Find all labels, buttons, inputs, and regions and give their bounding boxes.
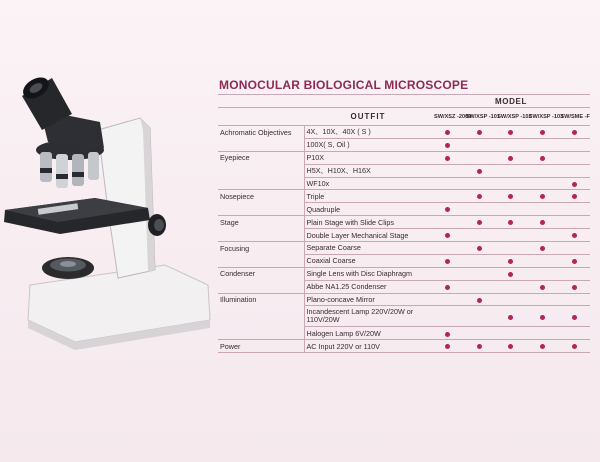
model-cell — [464, 177, 496, 190]
included-dot-icon — [540, 315, 545, 320]
microscope-photo — [0, 70, 212, 350]
included-dot-icon — [540, 344, 545, 349]
model-cell — [558, 203, 590, 216]
category-label: Focusing — [220, 243, 250, 253]
spec-row — [218, 242, 590, 255]
model-cell — [495, 203, 527, 216]
spec-row — [218, 229, 590, 242]
model-cell — [495, 254, 527, 267]
model-cell — [464, 306, 496, 327]
included-dot-icon — [572, 182, 577, 187]
included-dot-icon — [508, 194, 513, 199]
category-label — [218, 229, 304, 242]
model-cell — [558, 306, 590, 327]
included-dot-icon — [540, 194, 545, 199]
model-cell — [527, 340, 559, 353]
model-cell — [558, 242, 590, 255]
included-dot-icon — [540, 220, 545, 225]
model-cell — [464, 151, 496, 164]
included-dot-icon — [540, 285, 545, 290]
model-cell — [558, 190, 590, 203]
model-cell — [527, 203, 559, 216]
model-cell — [432, 306, 464, 327]
model-cell — [495, 151, 527, 164]
model-cell — [464, 340, 496, 353]
category-label: Illumination — [220, 295, 257, 305]
included-dot-icon — [540, 130, 545, 135]
outfit-item: Abbe NA1.25 Condenser — [304, 280, 432, 293]
outfit-item: Incandescent Lamp 220V/20W or 110V/20W — [304, 306, 432, 327]
model-cell — [495, 327, 527, 340]
outfit-item: Separate Coarse — [304, 242, 432, 255]
included-dot-icon — [477, 169, 482, 174]
model-cell — [558, 280, 590, 293]
model-cell — [432, 216, 464, 229]
model-cell — [527, 177, 559, 190]
included-dot-icon — [572, 344, 577, 349]
page-title: MONOCULAR BIOLOGICAL MICROSCOPE — [219, 78, 469, 92]
spec-row — [218, 177, 590, 190]
spec-row — [218, 340, 590, 353]
outfit-item: Halogen Lamp 6V/20W — [304, 327, 432, 340]
model-cell — [432, 164, 464, 177]
included-dot-icon — [508, 220, 513, 225]
category-label — [218, 138, 304, 151]
included-dot-icon — [477, 298, 482, 303]
outfit-item: Single Lens with Disc Diaphragm — [304, 267, 432, 280]
included-dot-icon — [477, 246, 482, 251]
included-dot-icon — [572, 259, 577, 264]
model-cell — [527, 254, 559, 267]
model-cell — [527, 138, 559, 151]
model-cell — [464, 229, 496, 242]
model-cell — [464, 267, 496, 280]
spec-row — [218, 164, 590, 177]
included-dot-icon — [540, 156, 545, 161]
model-cell — [527, 280, 559, 293]
included-dot-icon — [572, 194, 577, 199]
model-cell — [495, 190, 527, 203]
category-label — [218, 203, 304, 216]
model-cell — [432, 327, 464, 340]
model-cell — [527, 242, 559, 255]
category-label — [218, 327, 304, 340]
model-header: MODEL — [432, 95, 590, 108]
model-cell — [432, 254, 464, 267]
model-cell — [527, 151, 559, 164]
outfit-item: WF10x — [304, 177, 432, 190]
model-cell — [495, 293, 527, 306]
model-cell — [432, 177, 464, 190]
model-cell — [558, 293, 590, 306]
included-dot-icon — [508, 315, 513, 320]
model-cell — [464, 203, 496, 216]
model-cell — [527, 164, 559, 177]
included-dot-icon — [445, 207, 450, 212]
model-code: SW/XSP -103 — [527, 108, 559, 126]
model-cell — [495, 164, 527, 177]
model-cell — [495, 126, 527, 139]
outfit-item: Quadruple — [304, 203, 432, 216]
included-dot-icon — [477, 220, 482, 225]
included-dot-icon — [508, 259, 513, 264]
model-cell — [558, 164, 590, 177]
included-dot-icon — [445, 143, 450, 148]
model-cell — [432, 267, 464, 280]
spec-row — [218, 138, 590, 151]
included-dot-icon — [445, 285, 450, 290]
model-cell — [558, 229, 590, 242]
focus-knob — [148, 214, 166, 236]
model-cell — [527, 216, 559, 229]
model-cell — [558, 177, 590, 190]
outfit-item: AC Input 220V or 110V — [304, 340, 432, 353]
outfit-item: Coaxial Coarse — [304, 254, 432, 267]
spec-table — [218, 95, 590, 353]
model-code: SW/SME -F — [558, 108, 590, 126]
category-label: Stage — [220, 217, 239, 227]
outfit-header: OUTFIT — [304, 108, 432, 126]
included-dot-icon — [477, 130, 482, 135]
model-cell — [527, 293, 559, 306]
model-cell — [558, 254, 590, 267]
included-dot-icon — [508, 344, 513, 349]
included-dot-icon — [508, 272, 513, 277]
model-cell — [558, 327, 590, 340]
model-cell — [464, 216, 496, 229]
model-code: SW/XSP -101 — [464, 108, 496, 126]
included-dot-icon — [445, 130, 450, 135]
model-cell — [464, 138, 496, 151]
model-cell — [527, 126, 559, 139]
model-cell — [495, 242, 527, 255]
model-cell — [527, 229, 559, 242]
model-cell — [432, 126, 464, 139]
model-cell — [432, 242, 464, 255]
outfit-item: Double Layer Mechanical Stage — [304, 229, 432, 242]
model-cell — [432, 340, 464, 353]
model-cell — [464, 242, 496, 255]
spec-row — [218, 126, 590, 139]
model-cell — [464, 327, 496, 340]
category-label: Condenser — [220, 269, 256, 279]
model-cell — [495, 267, 527, 280]
included-dot-icon — [445, 332, 450, 337]
category-label: Eyepiece — [220, 153, 250, 163]
model-cell — [495, 229, 527, 242]
model-cell — [527, 327, 559, 340]
included-dot-icon — [540, 246, 545, 251]
outfit-item: Plano-concave Mirror — [304, 293, 432, 306]
spec-row — [218, 254, 590, 267]
category-label — [218, 177, 304, 190]
eyepiece-tube — [19, 73, 104, 148]
model-code: SW/XSP -102 — [495, 108, 527, 126]
spec-row — [218, 327, 590, 340]
model-cell — [432, 280, 464, 293]
microscope-arm — [98, 118, 155, 278]
spec-row — [218, 306, 590, 327]
included-dot-icon — [508, 156, 513, 161]
model-cell — [558, 340, 590, 353]
included-dot-icon — [572, 285, 577, 290]
included-dot-icon — [445, 344, 450, 349]
model-cell — [558, 151, 590, 164]
model-cell — [464, 254, 496, 267]
category-label — [218, 306, 304, 327]
model-cell — [495, 340, 527, 353]
nosepiece-objectives — [36, 140, 104, 188]
outfit-item: P10X — [304, 151, 432, 164]
model-cell — [527, 267, 559, 280]
model-cell — [527, 306, 559, 327]
category-label: Nosepiece — [220, 192, 254, 202]
model-cell — [432, 190, 464, 203]
category-label: Achromatic Objectives — [220, 127, 292, 137]
spec-row — [218, 293, 590, 306]
light-source-disc — [42, 257, 94, 279]
category-label — [218, 280, 304, 293]
spec-row — [218, 203, 590, 216]
model-cell — [495, 306, 527, 327]
outfit-item: 4X、10X、40X ( S ) — [304, 126, 432, 139]
included-dot-icon — [572, 130, 577, 135]
included-dot-icon — [445, 233, 450, 238]
model-cell — [432, 203, 464, 216]
category-label — [218, 164, 304, 177]
model-cell — [464, 126, 496, 139]
category-label — [218, 254, 304, 267]
model-cell — [432, 138, 464, 151]
included-dot-icon — [508, 130, 513, 135]
included-dot-icon — [572, 233, 577, 238]
spec-row — [218, 280, 590, 293]
model-code: SW/XSZ -2009 — [432, 108, 464, 126]
model-cell — [464, 280, 496, 293]
spec-row — [218, 216, 590, 229]
included-dot-icon — [477, 344, 482, 349]
outfit-item: 100X( S, Oil ) — [304, 138, 432, 151]
model-cell — [558, 216, 590, 229]
included-dot-icon — [445, 259, 450, 264]
model-cell — [558, 138, 590, 151]
outfit-item: H5X、H10X、H16X — [304, 164, 432, 177]
model-cell — [495, 138, 527, 151]
model-cell — [495, 177, 527, 190]
spec-row — [218, 151, 590, 164]
spec-row — [218, 190, 590, 203]
model-cell — [495, 216, 527, 229]
model-cell — [527, 190, 559, 203]
outfit-item: Plain Stage with Slide Clips — [304, 216, 432, 229]
model-cell — [432, 151, 464, 164]
model-cell — [464, 164, 496, 177]
model-cell — [432, 293, 464, 306]
model-cell — [464, 190, 496, 203]
model-cell — [558, 267, 590, 280]
spec-table-body — [218, 126, 590, 353]
model-cell — [432, 229, 464, 242]
included-dot-icon — [572, 315, 577, 320]
model-cell — [558, 126, 590, 139]
included-dot-icon — [477, 194, 482, 199]
outfit-item: Triple — [304, 190, 432, 203]
category-label: Power — [218, 340, 304, 353]
included-dot-icon — [445, 156, 450, 161]
spec-row — [218, 267, 590, 280]
model-cell — [464, 293, 496, 306]
model-cell — [495, 280, 527, 293]
